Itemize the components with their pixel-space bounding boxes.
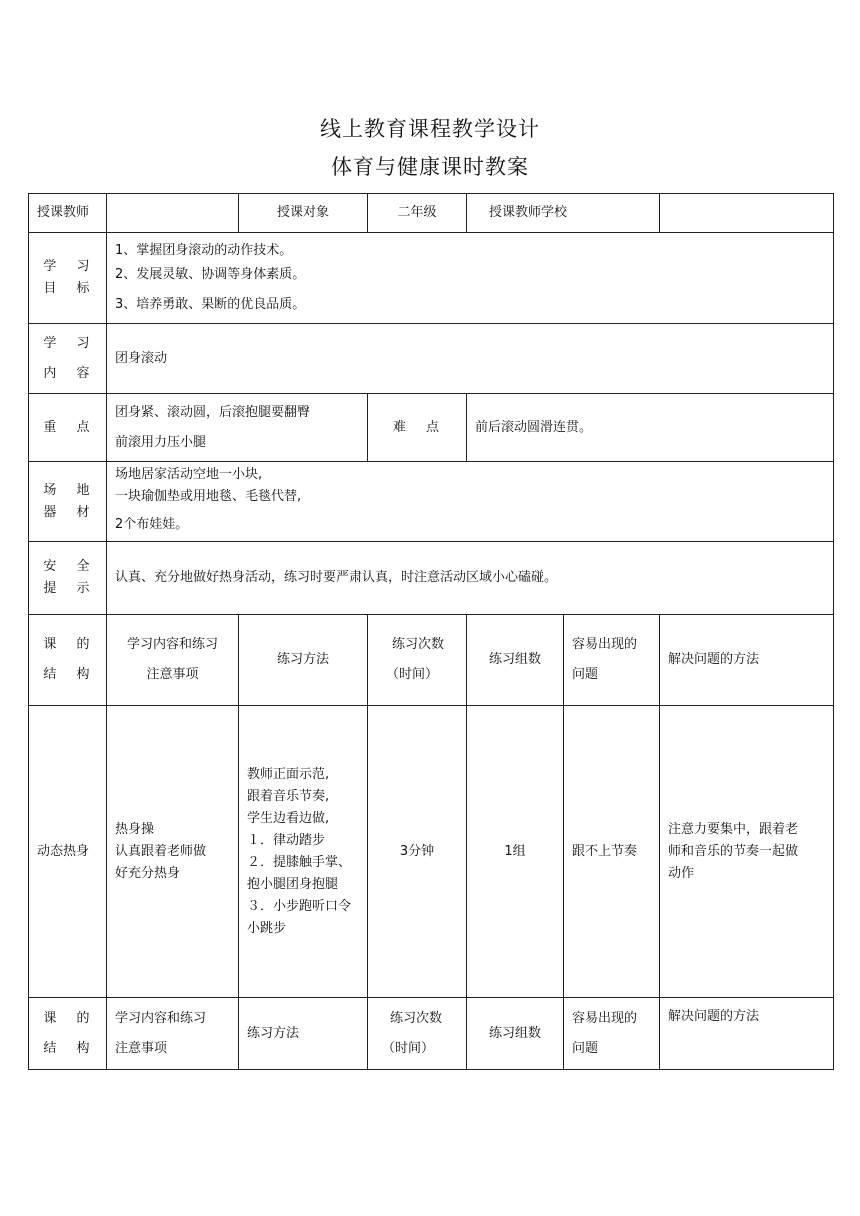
warmup-method-line: 小跳步 xyxy=(247,920,287,936)
venue-line: 2个布娃娃。 xyxy=(115,517,189,532)
keypoints-label: 重 点 xyxy=(29,394,107,462)
safety-label-1: 安 全 xyxy=(43,559,98,574)
safety-text: 认真、充分地做好热身活动，练习时要严肃认真，时注意活动区域小心磕碰。 xyxy=(107,542,834,615)
footer-problems-header-1: 容易出现的 xyxy=(572,1010,638,1026)
warmup-solution-line: 动作 xyxy=(668,865,695,881)
school-value xyxy=(660,194,834,233)
venue-line: 场地居家活动空地一小块, xyxy=(115,467,263,482)
goal-item: 1、掌握团身滚动的动作技术。 xyxy=(115,243,293,258)
warmup-groups: 1组 xyxy=(467,706,564,998)
venue-label-2: 器 材 xyxy=(43,504,98,520)
structure-label-2: 结 构 xyxy=(43,667,98,682)
venue-label-1: 场 地 xyxy=(43,482,98,498)
school-label: 授课教师学校 xyxy=(467,194,660,233)
warmup-problem: 跟不上节奏 xyxy=(564,706,660,998)
warmup-method-line: 跟着音乐节奏, xyxy=(247,788,330,804)
warmup-times: 3分钟 xyxy=(368,706,467,998)
safety-label-2: 提 示 xyxy=(43,581,98,596)
keypoints-row xyxy=(29,394,834,462)
goal-item: 2、发展灵敏、协调等身体素质。 xyxy=(115,267,306,282)
difficulty-text: 前后滚动圆滑连贯。 xyxy=(467,394,834,462)
target-label: 授课对象 xyxy=(239,194,368,233)
footer-groups-header: 练习组数 xyxy=(467,998,564,1070)
keypoint-line: 前滚用力压小腿 xyxy=(115,434,207,450)
goals-row xyxy=(29,233,834,324)
footer-method-header: 练习方法 xyxy=(239,998,368,1070)
difficulty-label: 难 点 xyxy=(368,394,467,462)
footer-solutions-header: 解决问题的方法 xyxy=(660,998,834,1070)
content-header-2: 注意事项 xyxy=(146,667,199,682)
info-row xyxy=(29,194,834,233)
footer-content-header-1: 学习内容和练习 xyxy=(115,1010,207,1026)
warmup-method-line: １．律动踏步 xyxy=(247,832,326,848)
solutions-header: 解决问题的方法 xyxy=(660,615,834,706)
warmup-method-line: ２．提膝触手掌、 xyxy=(247,854,352,870)
lesson-plan-table xyxy=(28,193,834,1070)
goal-item: 3、培养勇敢、果断的优良品质。 xyxy=(115,297,306,312)
venue-line: 一块瑜伽垫或用地毯、毛毯代替, xyxy=(115,489,302,504)
venue-row xyxy=(29,462,834,542)
times-header-2: （时间） xyxy=(386,667,439,682)
structure-label-1: 课 的 xyxy=(43,637,98,652)
groups-header: 练习组数 xyxy=(467,615,564,706)
warmup-content-line: 认真跟着老师做 xyxy=(115,843,207,859)
problems-header-1: 容易出现的 xyxy=(572,637,638,652)
warmup-solution-line: 师和音乐的节奏一起做 xyxy=(668,843,799,859)
structure-footer-row xyxy=(29,998,834,1070)
times-header-1: 练习次数 xyxy=(392,637,445,652)
warmup-method-line: ３．小步跑听口令 xyxy=(247,898,352,914)
warmup-phase: 动态热身 xyxy=(29,706,107,998)
structure-header-row xyxy=(29,615,834,706)
warmup-content-line: 好充分热身 xyxy=(115,865,181,881)
warmup-method-line: 抱小腿团身抱腿 xyxy=(247,876,339,892)
warmup-method-line: 教师正面示范, xyxy=(247,766,330,782)
footer-problems-header-2: 问题 xyxy=(572,1040,599,1056)
content-text: 团身滚动 xyxy=(107,324,834,394)
footer-times-header-2: （时间） xyxy=(382,1040,435,1056)
warmup-method-line: 学生边看边做, xyxy=(247,810,330,826)
warmup-content-line: 热身操 xyxy=(115,821,155,837)
page-subtitle: 体育与健康课时教案 xyxy=(331,155,529,179)
goals-label-2: 目 标 xyxy=(43,281,98,296)
footer-structure-label-1: 课 的 xyxy=(43,1010,98,1026)
warmup-solution-line: 注意力要集中，跟着老 xyxy=(668,821,799,837)
footer-content-header-2: 注意事项 xyxy=(115,1040,168,1056)
content-label-1: 学 习 xyxy=(43,335,98,351)
safety-row xyxy=(29,542,834,615)
content-label-2: 内 容 xyxy=(43,365,98,381)
method-header: 练习方法 xyxy=(239,615,368,706)
footer-times-header-1: 练习次数 xyxy=(390,1010,443,1026)
teacher-label: 授课教师 xyxy=(29,194,107,233)
page-title: 线上教育课程教学设计 xyxy=(320,117,540,141)
teacher-value xyxy=(107,194,239,233)
keypoint-line: 团身紧、滚动圆，后滚抱腿要翻臀 xyxy=(115,404,311,420)
warmup-row xyxy=(29,706,834,998)
goals-label-1: 学 习 xyxy=(43,259,98,274)
target-value: 二年级 xyxy=(368,194,467,233)
content-row xyxy=(29,324,834,394)
content-header-1: 学习内容和练习 xyxy=(126,637,218,652)
footer-structure-label-2: 结 构 xyxy=(43,1040,98,1056)
problems-header-2: 问题 xyxy=(572,667,599,682)
